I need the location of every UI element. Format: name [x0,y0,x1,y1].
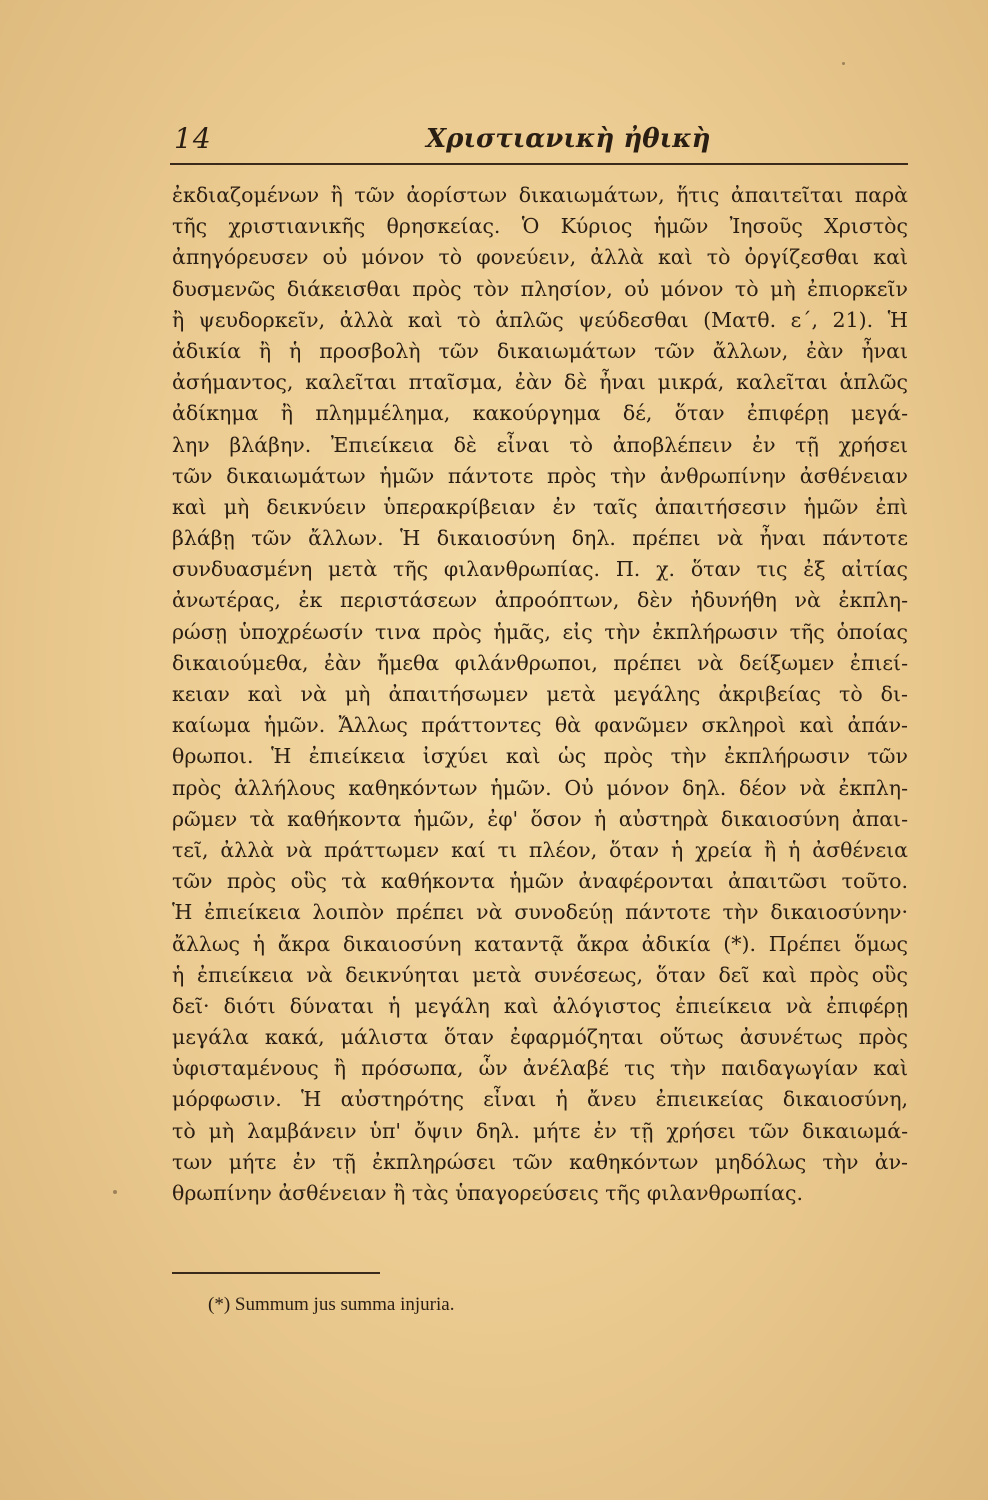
text-line: δεῖ· διότι δύναται ἡ μεγάλη καὶ ἀλόγιστος ἐπιείκεια νὰ ἐπιφέρῃ [172,993,908,1018]
text-line: μόρφωσιν. Ἡ αὐστηρότης εἶναι ἡ ἄνευ ἐπιεικείας δικαιοσύνη, [172,1087,908,1112]
page-number: 14 [174,122,212,155]
text-line: δικαιούμεθα, ἐὰν ἤμεθα φιλάνθρωποι, πρέπει νὰ δείξωμεν ἐπιεί- [172,650,908,675]
text-line: λην βλάβην. Ἐπιείκεια δὲ εἶναι τὸ ἀποβλέπειν ἐν τῇ χρήσει [172,432,908,457]
page-header [170,120,908,164]
text-line: συνδυασμένη μετὰ τῆς φιλανθρωπίας. Π. χ. ὅταν τις ἐξ αἰτίας [172,557,908,582]
text-line: Ἡ ἐπιείκεια λοιπὸν πρέπει νὰ συνοδεύῃ πάντοτε τὴν δικαιοσύνην· [172,900,908,925]
text-line: θρωποι. Ἡ ἐπιείκεια ἰσχύει καὶ ὡς πρὸς τὴν ἐκπλήρωσιν τῶν [172,744,908,769]
body-text [172,180,908,1209]
text-line: μεγάλα κακά, μάλιστα ὅταν ἐφαρμόζηται οὕτως ἀσυνέτως πρὸς [172,1025,908,1050]
footnote: (*) Summum jus summa injuria. [208,1294,455,1315]
text-line: ἀδικία ἢ ἡ προσβολὴ τῶν δικαιωμάτων τῶν ἄλλων, ἐὰν ἦναι [172,338,908,363]
text-line: ρώσῃ ὑποχρέωσίν τινα πρὸς ἡμᾶς, εἰς τὴν ἐκπλήρωσιν τῆς ὁποίας [172,619,908,644]
text-line: καίωμα ἡμῶν. Ἄλλως πράττοντες θὰ φανῶμεν σκληροὶ καὶ ἀπάν- [172,713,908,738]
text-line: ρῶμεν τὰ καθήκοντα ἡμῶν, ἐφ' ὅσον ἡ αὐστηρὰ δικαιοσύνη ἀπαι- [172,806,908,831]
text-line: δυσμενῶς διάκεισθαι πρὸς τὸν πλησίον, οὐ μόνον τὸ μὴ ἐπιορκεῖν [172,276,908,301]
running-title: Χριστιανικὴ ἠθικὴ [426,124,711,154]
text-line: ἡ ἐπιείκεια νὰ δεικνύηται μετὰ συνέσεως, ὅταν δεῖ καὶ πρὸς οὓς [172,962,908,987]
text-line: ἄλλως ἡ ἄκρα δικαιοσύνη καταντᾷ ἄκρα ἀδικία (*). Πρέπει ὅμως [172,931,908,956]
text-line: ἀπηγόρευσεν οὐ μόνον τὸ φονεύειν, ἀλλὰ καὶ τὸ ὀργίζεσθαι καὶ [172,245,908,270]
text-line: ἢ ψευδορκεῖν, ἀλλὰ καὶ τὸ ἁπλῶς ψεύδεσθαι (Ματθ. ε΄, 21). Ἡ [172,307,908,332]
text-line: κειαν καὶ νὰ μὴ ἀπαιτήσωμεν μετὰ μεγάλης ἀκριβείας τὸ δι- [172,682,908,706]
text-line: τεῖ, ἀλλὰ νὰ πράττωμεν καί τι πλέον, ὅταν ἡ χρεία ἢ ἡ ἀσθένεια [172,837,908,862]
footnote-rule [172,1272,380,1274]
text-line: πρὸς ἀλλήλους καθηκόντων ἡμῶν. Οὐ μόνον δηλ. δέον νὰ ἐκπλη- [172,775,908,800]
paper-speck [113,1190,117,1194]
text-line: των μήτε ἐν τῇ ἐκπληρώσει τῶν καθηκόντων μηδόλως τὴν ἀν- [172,1149,908,1174]
text-line: τῶν πρὸς οὓς τὰ καθήκοντα ἡμῶν ἀναφέρονται ἀπαιτῶσι τοῦτο. [172,869,908,894]
paper-speck [842,62,845,65]
text-line: τῶν δικαιωμάτων ἡμῶν πάντοτε πρὸς τὴν ἀνθρωπίνην ἀσθένειαν [172,463,908,488]
text-line: βλάβῃ τῶν ἄλλων. Ἡ δικαιοσύνη δηλ. πρέπει νὰ ἦναι πάντοτε [172,526,908,551]
text-line: τῆς χριστιανικῆς θρησκείας. Ὁ Κύριος ἡμῶν Ἰησοῦς Χριστὸς [172,214,908,239]
header-rule [170,163,908,165]
text-line: θρωπίνην ἀσθένειαν ἢ τὰς ὑπαγορεύσεις τῆς φιλανθρωπίας. [172,1181,803,1205]
text-line: ἀνωτέρας, ἐκ περιστάσεων ἀπροόπτων, δὲν ἠδυνήθη νὰ ἐκπλη- [172,588,908,613]
text-line: ἀσήμαντος, καλεῖται πταῖσμα, ἐὰν δὲ ἦναι μικρά, καλεῖται ἁπλῶς [172,370,908,395]
text-line: ἐκδιαζομένων ἢ τῶν ἀορίστων δικαιωμάτων, ἥτις ἀπαιτεῖται παρὰ [172,183,908,207]
text-line: τὸ μὴ λαμβάνειν ὑπ' ὄψιν δηλ. μήτε ἐν τῇ χρήσει τῶν δικαιωμά- [172,1118,908,1143]
text-line: ὑφισταμένους ἢ πρόσωπα, ὧν ἀνέλαβέ τις τὴν παιδαγωγίαν καὶ [172,1056,908,1081]
text-line: ἀδίκημα ἢ πλημμέλημα, κακούργημα δέ, ὅταν ἐπιφέρῃ μεγά- [172,401,908,426]
text-line: καὶ μὴ δεικνύειν ὑπερακρίβειαν ἐν ταῖς ἀπαιτήσεσιν ἡμῶν ἐπὶ [172,494,908,519]
